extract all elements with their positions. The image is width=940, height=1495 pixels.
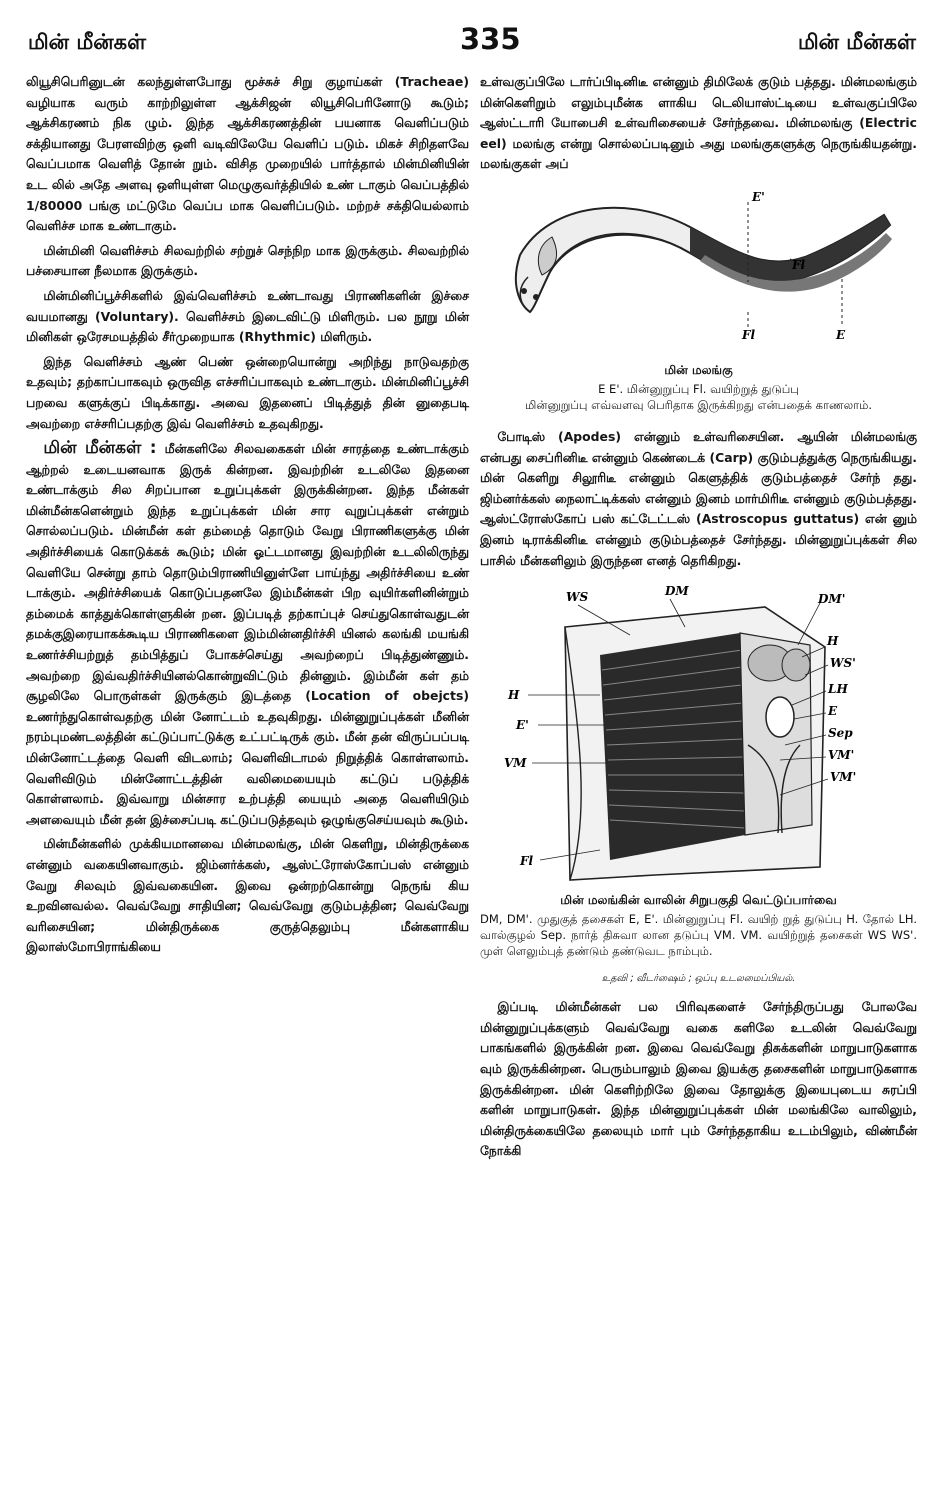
figure-credit: உதவி ; வீடர்ஷைம் ; ஒப்பு உடலமைப்பியல்.	[601, 973, 796, 985]
label-e: E	[836, 327, 846, 342]
label-sep: Sep	[828, 726, 853, 741]
label-dm: DM	[665, 585, 689, 599]
paragraph: இந்த வெளிச்சம் ஆண் பெண் ஒன்றையொன்று அறிந்து நாடுவதற்கு உதவும்; தற்காப்பாகவும் ஒருவித எச்சரிப்பாகவும் உண்டாகும். மின்மினிப்பூச்சி பறவை களுக்குப் பிடிக்காது. அவை இதனைப் பிடித்துத் தின் னுதைபடி அவற்றை எச்சரிப்பதற்கு இவ் வெளிச்சம் உதவுகிறது.	[26, 353, 469, 431]
running-head-left: மின் மீன்கள்	[28, 30, 147, 54]
paragraph: லியூசிபெரினுடன் கலந்துள்ளபோது மூச்சுச் சிறு குழாய்கள் (Tracheae) வழியாக வரும் காற்றிலுள்ள ஆக்சிஜன் லியூசிபெரினோடு கூடும்; ஆக்சிகரணம் நிக ழும். இந்த ஆக்சிகரணத்தின் பயனாக வெளிப்படும் சக்தியானது பேரளவிற்கு ஒளி வடிவிலேயே வெளிப் படும். மிகச் சிறிதளவே வெப்பமாக வெளித் தோன் றும். விசித முறையில் பார்த்தால் மின்மினியின் உட லில் அதே அளவு ஒளியுள்ள மெழுகுவர்த்தியில் உண் டாகும் வெப்பத்தில் 1/80000 பங்கு மட்டுமே வெப்ப மாக வெளிப்படும். மற்றச் சக்தியெல்லாம் வெளிச்ச மாக உண்டாகும்.	[26, 74, 469, 234]
paragraph: உள்வகுப்பிலே டார்ப்பிடினிடீ என்னும் திமிலேக் குடும் பத்தது. மின்மலங்கும் மின்கெளிறும் எலும்புமீன்க ளாகிய டெலியாஸ்ட்டியை உள்வகுப்பிலே ஆஸ்ட்டாரி யோபைசி உள்வரிசையைச் சேர்ந்தவை. மின்மலங்கு (Electric eel) மலங்கு என்று சொல்லப்படினும் அது மலங்குகளுக்கு நெருங்கியதன்று. மலங்குகள் அப்	[480, 74, 917, 172]
label-h-left: H	[508, 688, 520, 703]
label-e-right: E	[828, 704, 838, 719]
paragraph: மின்மீன்களில் முக்கியமானவை மின்மலங்கு, மின் கெளிறு, மின்திருக்கை என்னும் வகையினவாகும். ஜிம்னர்க்கஸ், ஆஸ்ட்ரோஸ்கோப்பஸ் என்னும் வேறு சிலவும் இவ்வகையின. இவை ஒன்றற்கொன்று நெருங் கிய உறவினவல்ல. வெவ்வேறு சாதியின; வெவ்வேறு குடும்பத்தின; வெவ்வேறு வரிசையின; மின்திருக்கை குருத்தெலும்பு மீன்களாகிய இலாஸ்மோபிராங்கியை	[26, 836, 469, 955]
label-dm1: DM'	[818, 592, 846, 607]
label-vm2: VM'	[830, 770, 857, 785]
caption-line: மின்னுறுப்பு எவ்வளவு பெரிதாக இருக்கிறது என்பதைக் காணலாம்.	[524, 397, 873, 412]
section-heading: மின் மீன்கள் :	[43, 438, 157, 459]
caption-line: E E'. மின்னுறுப்பு Fl. வயிற்றுத் துடுப்பு	[598, 381, 799, 396]
section-body: மீன்களிலே சிலவகைகள் மின் சாரத்தை உண்டாக்கும் ஆற்றல் உடையனவாக இருக் கின்றன. இவற்றின் உடலிலே இதனை உண்டாக்கும் சில சிறப்பான உறுப்புக்கள் இருக்கின்றன. இந்த மீன்கள் மின்மீன்களென்றும் இந்த உறுப்புக்கள் மின் சார வுறுப்புக்கள் என்றும் சொல்லப்படும். மின்மீன் கள் தம்மைத் தொடும் வேறு பிராணிகளுக்கு மின் அதிர்ச்சியைக் கொடுக்கக் கூடும்; மின் ஓட்டமானது இவற்றின் உடலிலிருந்து வெளியே சென்று தாம் தொடும்பிராணியினுள்ளே பாய்ந்து அதிர்ச்சியை உண் டாக்கும். அதிர்ச்சியைக் கொடுப்பதனலே இம்மீன்கள் பிற வுயிர்களினின்றும் தம்மைக் காத்துக்கொள்ளுகின் றன. இப்படித் தற்காப்புச் செய்துகொள்வதுடன் தமக்குஇரையாகக்கூடிய பிராணிகளை இம்மின்னதிர்ச்சி யினல் கலங்கி மயங்கி உணர்ச்சியற்றுத் தம்பித்துப் போகச்செய்து அவற்றைப் பிடித்துண்ணும். அவற்றை இவ்வதிர்ச்சியினல்கொன்றுவிட்டும் தின்னும். இம்மீன் கள் தம் சூழலிலே பொருள்கள் இருக்கும் இடத்தை (Location of obejcts) உணர்ந்துகொள்வதற்கு மின் னோட்டம் உதவுகிறது. மின்னுறுப்புக்கள் மீனின் நரம்புமண்டலத்தின் கட்டுப்பாட்டுக்கு உட்பட்டிருக் கும். மீன் தன் விருப்பப்படி மின்னோட்டத்தை வெளி விடலாம்; வெளிவிடாமல் நிறுத்திக் கொள்ளலாம். வெளிவிடும் மின்னோட்டத்தின் வலிமையையும் கட்டுப் படுத்திக் கொள்ளலாம். இவ்வாறு மின்சார உற்பத்தி யையும் அதை வெளியிடும் அளவையும் மீன் தன் இச்சைப்படி கட்டுப்படுத்தவும் ஒழுங்குசெய்யவும் கூடும்.	[26, 441, 469, 827]
running-head-right: மின் மீன்கள்	[797, 30, 916, 54]
paragraph: இப்படி மின்மீன்கள் பல பிரிவுகளைச் சேர்ந்திருப்பது போலவே மின்னுறுப்புக்களும் வெவ்வேறு வகை களிலே உடலின் வெவ்வேறு பாகங்களில் இருக்கின் றன. இவை வெவ்வேறு திசுக்களின் மாறுபாடுகளாக வும் இருக்கின்றன. பெரும்பாலும் இவை இயக்கு தசைகளின் மாறுபாடுகளாக இருக்கின்றன. மின் கெளிற்றிலே இவை தோலுக்கு இயைபுடைய சுரப்பி களின் மாறுபாடுகள். இந்த மின்னுறுப்புக்கள் மின் மலங்கிலே வாலிலும், மின்திருக்கையிலே தலையும் மார் பும் சேர்ந்ததாகிய உடம்பிலும், விண்மீன் நோக்கி	[480, 999, 917, 1159]
paragraph: மின்மினிப்பூச்சிகளில் இவ்வெளிச்சம் உண்டாவது பிராணிகளின் இச்சை வயமானது (Voluntary). வெளிச்சம் இடைவிட்டு மிளிரும். பல நூறு மின் மினிகள் ஒரேசமயத்தில் சீர்முறையாக (Rhythmic) மிளிரும்.	[26, 287, 469, 345]
electric-eel-figure	[480, 187, 917, 355]
label-e-prime: E'	[752, 189, 765, 204]
tail-section-illustration	[480, 585, 917, 885]
section-paragraph	[26, 438, 469, 830]
figure-caption: DM, DM'. முதுகுத் தசைகள் E, E'. மின்னுறுப்பு Fl. வயிற் றுத் துடுப்பு H. தோல் LH. வால்குழல் Sep. நார்த் திசுவா லான தடுப்பு VM. VM. வயிற்றுத் தசைகள் WS WS'. முள் ளெலும்புத் தண்டும் தண்டுவட நாம்பும்.	[480, 912, 917, 959]
label-lh: LH	[828, 682, 848, 697]
label-e1: E'	[516, 718, 529, 733]
paragraph: மின்மினி வெளிச்சம் சிலவற்றில் சற்றுச் செந்நிற மாக இருக்கும். சிலவற்றில் பச்சையான நீலமாக இருக்கும்.	[26, 242, 469, 279]
label-vm1: VM'	[828, 748, 855, 763]
label-ws: WS	[566, 590, 589, 605]
figure-caption	[480, 381, 917, 413]
eel-tail-section-figure	[480, 585, 917, 885]
label-ws1: WS'	[830, 656, 856, 671]
figure-title: மின் மலங்கின் வாலின் சிறுபகுதி வெட்டுப்பார்வை	[560, 893, 837, 908]
right-column	[480, 72, 917, 1166]
label-fl: Fl	[792, 257, 806, 272]
label-fl-bottom: Fl	[742, 327, 756, 342]
label-vm: VM	[504, 756, 527, 771]
electric-eel-illustration	[480, 187, 917, 355]
paragraph: போடிஸ் (Apodes) என்னும் உள்வரிசையின. ஆயின் மின்மலங்கு என்பது சைப்ரினிடீ என்னும் கெண்டைக் (Carp) குடும்பத்துக்கு நெருங்கியது. மின் கெளிறு சிலூரிடீ என்னும் கெளுத்திக் குடும்பத்தைச் சேர்ந் தது. ஜிம்னர்க்கஸ் நைலாட்டிக்கஸ் என்னும் இனம் மார்மிரிடீ என்னும் குடும்பத்தது. ஆஸ்ட்ரோஸ்கோப் பஸ் கட்டேட்டஸ் (Astroscopus guttatus) என் னும் இனம் டிராக்கினிடீ என்னும் குடும்பத்தைச் சேர்ந்தது. மின்னுறுப்புக்கள் சில பாசில் மீன்களிலும் இருந்தன எனத் தெரிகிறது.	[480, 428, 917, 568]
page-number: 335	[460, 22, 521, 56]
figure-title: மின் மலங்கு	[664, 362, 733, 377]
label-h-right: H	[827, 634, 839, 649]
page-header	[28, 22, 916, 62]
left-column	[26, 72, 469, 962]
label-fl: Fl	[520, 854, 534, 869]
